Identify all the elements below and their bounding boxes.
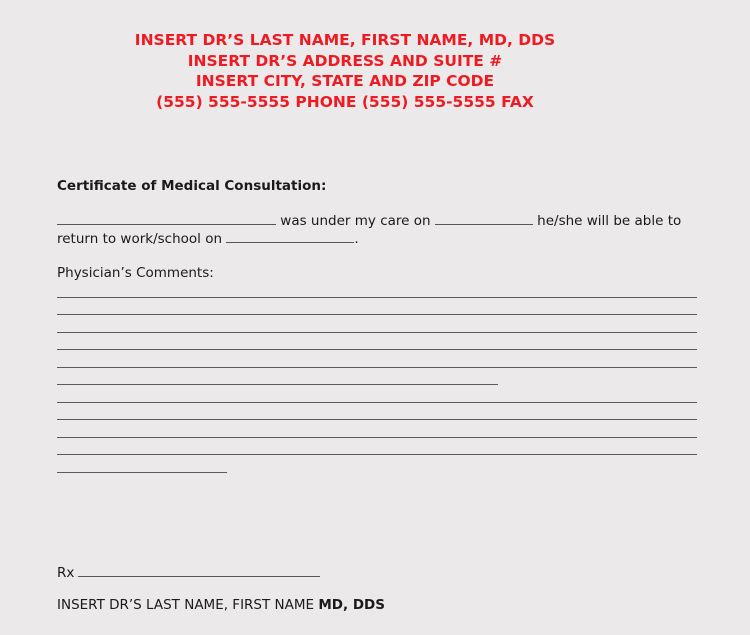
comment-line[interactable] [57, 384, 498, 385]
comment-line[interactable] [57, 454, 697, 455]
period-text: . [354, 231, 359, 247]
return-date-blank[interactable] [226, 230, 354, 243]
comment-line[interactable] [57, 472, 227, 473]
comment-line[interactable] [57, 349, 697, 350]
letterhead [0, 30, 690, 112]
able-text: he/she will be able to [537, 213, 682, 229]
signature-name: INSERT DR’S LAST NAME, FIRST NAME [57, 597, 315, 613]
comment-line[interactable] [57, 419, 697, 420]
doctor-phone-fax-placeholder: (555) 555-5555 PHONE (555) 555-5555 FAX [156, 92, 534, 111]
comments-label: Physician’s Comments: [57, 265, 214, 281]
comment-line[interactable] [57, 297, 697, 298]
rx-label: Rx [57, 565, 75, 581]
comment-line[interactable] [57, 402, 697, 403]
comment-line[interactable] [57, 437, 697, 438]
signature-block [57, 597, 385, 613]
comment-line[interactable] [57, 314, 697, 315]
rx-blank[interactable] [78, 564, 320, 577]
doctor-address-placeholder: INSERT DR’S ADDRESS AND SUITE # [187, 51, 503, 70]
doctor-name-placeholder: INSERT DR’S LAST NAME, FIRST NAME, MD, DDS [134, 31, 556, 49]
rx-field [57, 564, 320, 581]
care-text: was under my care on [280, 213, 431, 229]
return-text: return to work/school on [57, 231, 223, 247]
comment-line[interactable] [57, 332, 697, 333]
signature-credentials: MD, DDS [318, 597, 385, 613]
care-date-blank[interactable] [435, 212, 533, 225]
comment-line[interactable] [57, 367, 697, 368]
doctor-city-placeholder: INSERT CITY, STATE AND ZIP CODE [195, 72, 495, 90]
form-title: Certificate of Medical Consultation: [57, 178, 327, 194]
patient-name-blank[interactable] [57, 212, 276, 225]
care-statement [57, 212, 707, 248]
